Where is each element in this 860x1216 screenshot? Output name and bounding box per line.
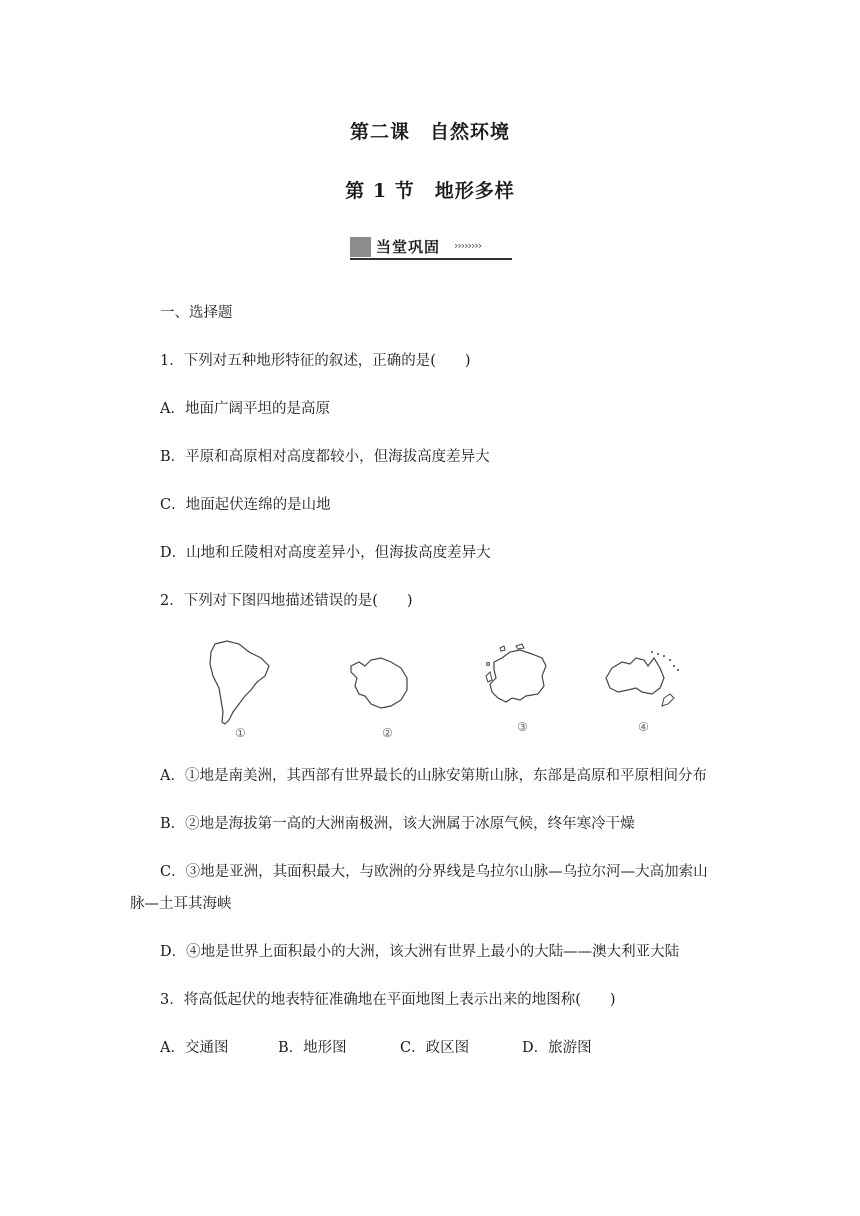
question-2-option-d: D．④地是世界上面积最小的大洲，该大洲有世界上最小的大陆——澳大利亚大陆: [160, 944, 680, 960]
figure-1-label: ①: [235, 726, 246, 740]
question-2-option-c: C．③地是亚洲，其面积最大，与欧洲的分界线是乌拉尔山脉—乌拉尔河—大高加索山: [160, 864, 708, 880]
banner-underline: [350, 258, 512, 260]
question-2-option-c-continued: 脉—土耳其海峡: [130, 896, 232, 912]
figure-3: [480, 642, 552, 734]
question-3-option-a: A．交通图: [160, 1040, 229, 1056]
question-1-option-c: C．地面起伏连绵的是山地: [160, 497, 331, 513]
continent-figures: [0, 632, 860, 742]
south-america-outline-icon: [205, 638, 275, 728]
question-3-stem: 3．将高低起伏的地表特征准确地在平面地图上表示出来的地图称( ): [160, 992, 616, 1008]
practice-banner: [350, 236, 512, 260]
question-1-option-a: A．地面广阔平坦的是高原: [160, 401, 330, 417]
question-3-option-d: D．旅游图: [522, 1040, 592, 1056]
figure-3-label: ③: [517, 720, 528, 734]
figure-1: [205, 638, 275, 740]
antarctica-outline-icon: [345, 654, 415, 714]
europe-outline-icon: [480, 642, 552, 714]
question-2-stem: 2．下列对下图四地描述错误的是( ): [160, 593, 413, 609]
figure-4-label: ④: [638, 720, 649, 734]
figure-2: [345, 654, 415, 740]
figure-2-label: ②: [382, 726, 393, 740]
question-3-option-b: B．地形图: [278, 1040, 347, 1056]
figure-4: [602, 648, 682, 734]
question-2-option-b: B．②地是海拔第一高的大洲南极洲，该大洲属于冰原气候，终年寒冷干燥: [160, 816, 635, 832]
australia-outline-icon: [602, 648, 682, 710]
part-heading: 一、选择题: [160, 305, 233, 321]
question-1-option-b: B．平原和高原相对高度都较小，但海拔高度差异大: [160, 449, 490, 465]
question-1-stem: 1．下列对五种地形特征的叙述，正确的是( ): [160, 353, 471, 369]
question-3-options: [160, 1036, 592, 1057]
question-2-option-a: A．①地是南美洲，其西部有世界最长的山脉安第斯山脉，东部是高原和平原相间分布: [160, 768, 707, 784]
question-1-option-d: D．山地和丘陵相对高度差异小，但海拔高度差异大: [160, 545, 491, 561]
banner-arrows-icon: ››››››››: [454, 239, 482, 252]
banner-block-icon: [350, 237, 371, 257]
section-title: 第 1 节 地形多样: [345, 180, 515, 202]
lesson-title: 第二课 自然环境: [349, 121, 510, 143]
question-3-option-c: C．政区图: [400, 1040, 470, 1056]
banner-text: 当堂巩固: [376, 238, 441, 256]
